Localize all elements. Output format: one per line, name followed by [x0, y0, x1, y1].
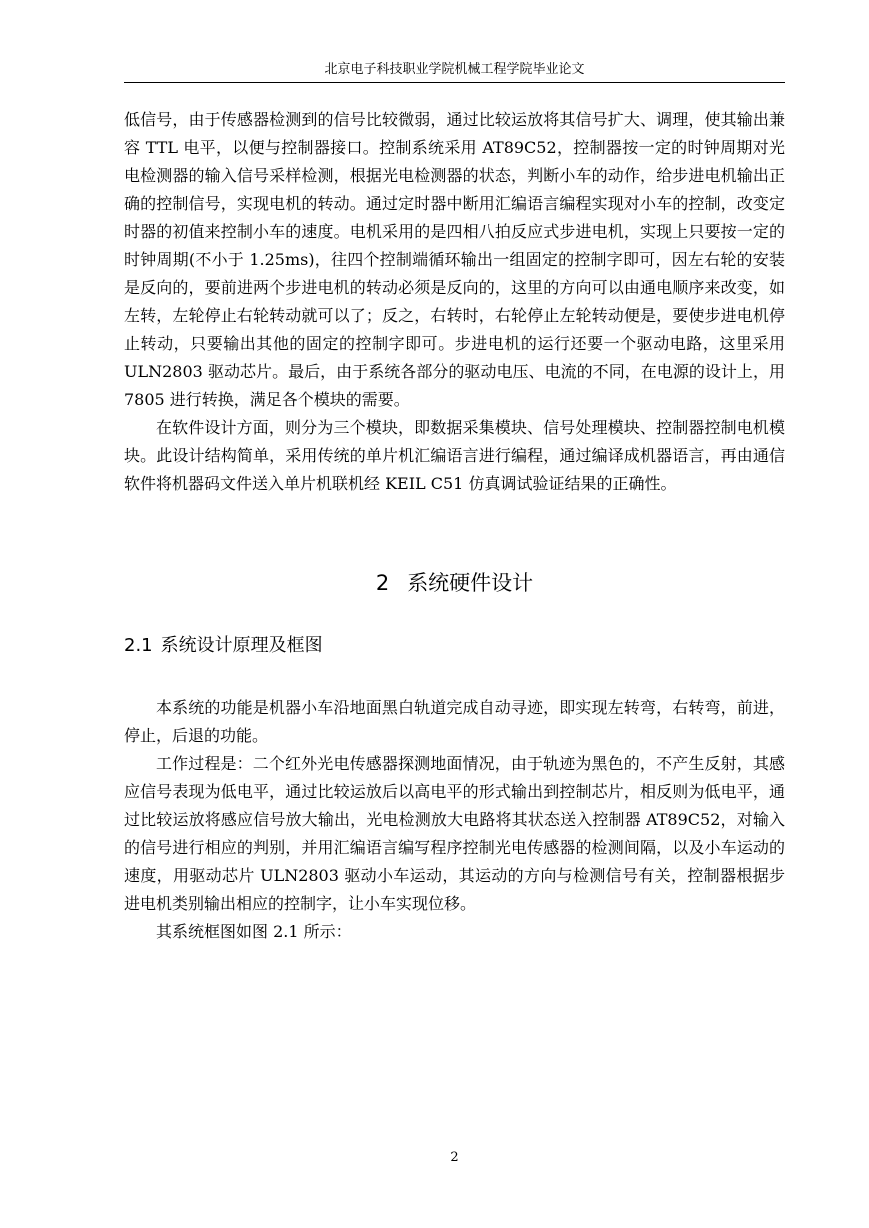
paragraph: 低信号，由于传感器检测到的信号比较微弱，通过比较运放将其信号扩大、调理，使其输出兼容 TTL 电平，以便与控制器接口。控制系统采用 AT89C52，控制器按一定的时钟周期对光电检测器的输入信号采样检测，根据光电检测器的状态，判断小车的动作，给步进电机输出正确的控制信号，实现电机的转动。通过定时器中断用汇编语言编程实现对小车的控制，改变定时器的初值来控制小车的速度。电机采用的是四相八拍反应式步进电机，实现上只要按一定的时钟周期(不小于 1.25ms)，往四个控制端循环输出一组固定的控制字即可，因左右轮的安装是反向的，要前进两个步进电机的转动必须是反向的，这里的方向可以由通电顺序来改变，如左转，左轮停止右轮转动就可以了；反之，右转时，右轮停止左轮转动便是，要使步进电机停止转动，只要输出其他的固定的控制字即可。步进电机的运行还要一个驱动电路，这里采用 ULN2803 驱动芯片。最后，由于系统各部分的驱动电压、电流的不同，在电源的设计上，用 7805 进行转换，满足各个模块的需要。 — [124, 110, 785, 409]
paragraph: 其系统框图如图 2.1 所示： — [156, 922, 352, 941]
section-title: 系统设计原理及框图 — [160, 635, 323, 656]
paragraph: 本系统的功能是机器小车沿地面黑白轨道完成自动寻迹，即实现左转弯，右转弯，前进，停止，后退的功能。 — [124, 698, 785, 745]
page-number: 2 — [450, 1150, 459, 1165]
chapter-heading — [124, 568, 785, 598]
section-text — [124, 694, 785, 946]
paragraph: 工作过程是：二个红外光电传感器探测地面情况，由于轨迹为黑色的，不产生反射，其感应信号表现为低电平，通过比较运放后以高电平的形式输出到控制芯片，相反则为低电平，通过比较运放将感应信号放大输出，光电检测放大电路将其状态送入控制器 AT89C52，对输入的信号进行相应的判别，并用汇编语言编写程序控制光电传感器的检测间隔，以及小车运动的速度，用驱动芯片 ULN2803 驱动小车运动，其运动的方向与检测信号有关，控制器根据步进电机类别输出相应的控制字，让小车实现位移。 — [124, 754, 785, 913]
paragraph: 在软件设计方面，则分为三个模块，即数据采集模块、信号处理模块、控制器控制电机模块。此设计结构简单，采用传统的单片机汇编语言进行编程，通过编译成机器语言，再由通信软件将机器码文件送入单片机联机经 KEIL C51 仿真调试验证结果的正确性。 — [124, 418, 785, 493]
section-heading — [124, 632, 785, 660]
section-number: 2.1 — [124, 635, 153, 656]
intro-text — [124, 106, 785, 498]
header-rule — [124, 82, 785, 83]
chapter-title: 系统硬件设计 — [407, 571, 534, 595]
chapter-number: 2 — [375, 571, 390, 595]
page-header: 北京电子科技职业学院机械工程学院毕业论文 — [324, 62, 585, 77]
